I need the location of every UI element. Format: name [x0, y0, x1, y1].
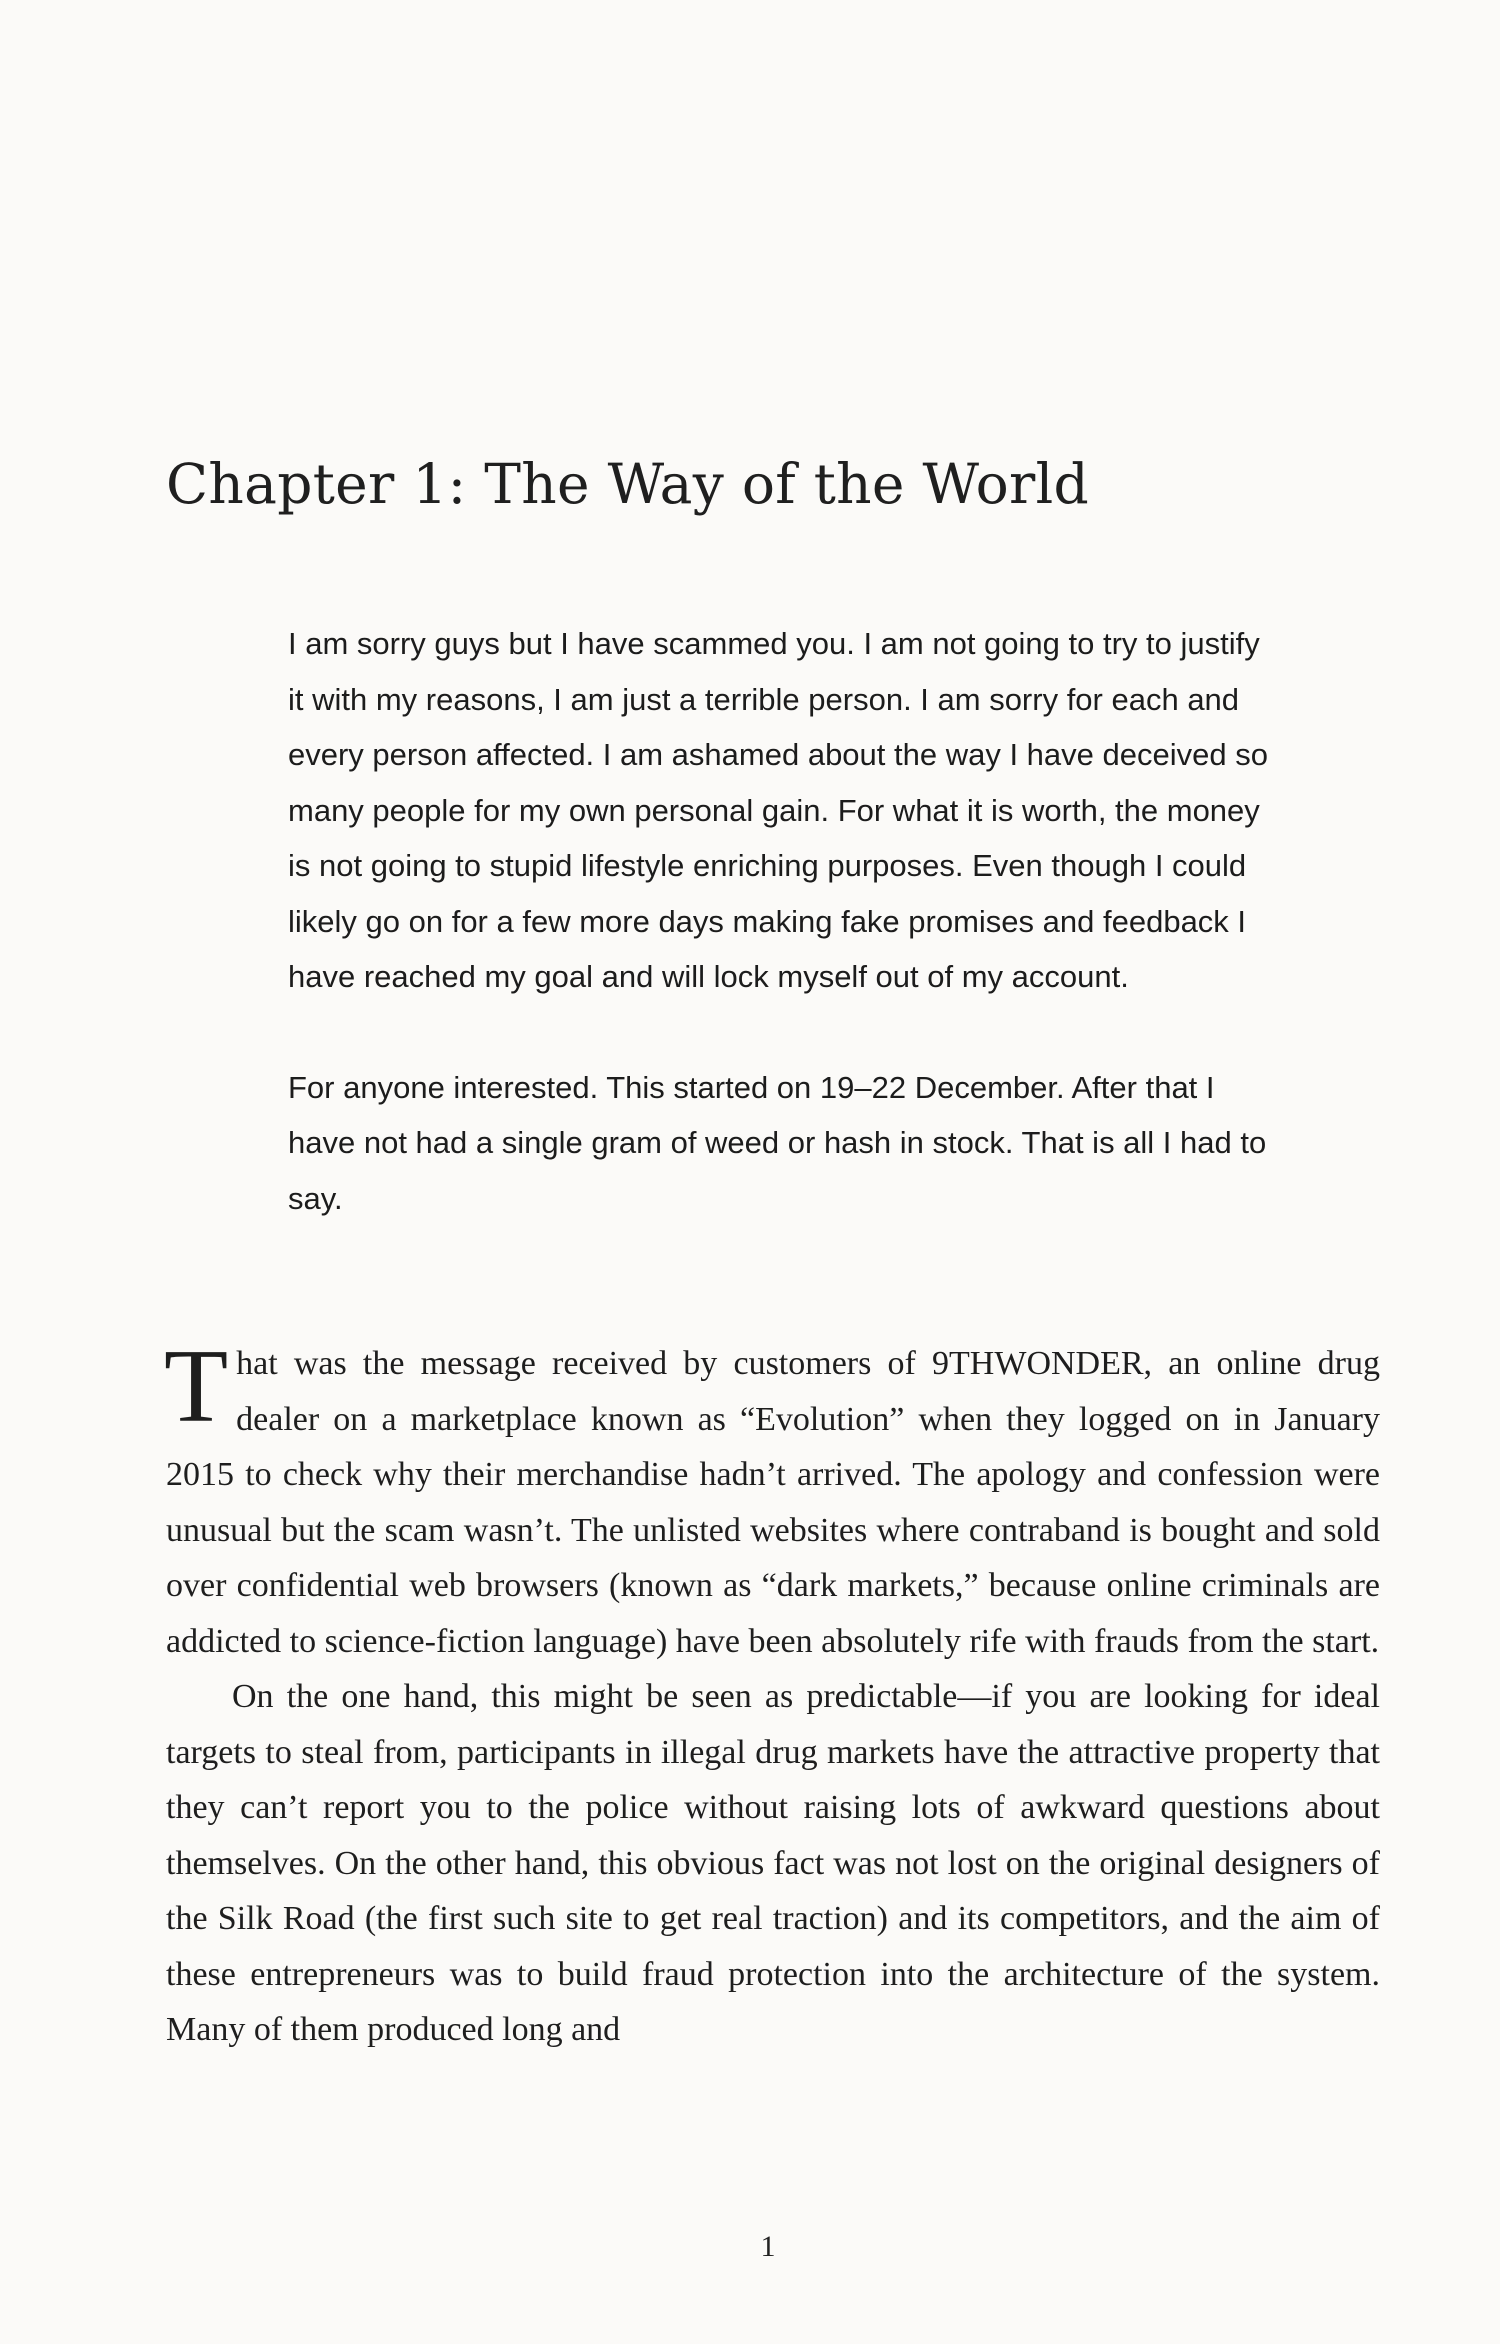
chapter-title: Chapter 1: The Way of the World	[166, 452, 1089, 516]
epigraph-paragraph: I am sorry guys but I have scammed you. I am not going to try to justify it with my reasons, I am just a terrible person. I am sorry for each and every person affected. I am ashamed about the way I have deceived so many people for my own personal gain. For what it is worth, the money is not going to stupid lifestyle enriching purposes. Even though I could likely go on for a few more days making fake promises and feedback I have reached my goal and will lock myself out of my account.	[288, 626, 1268, 994]
body-paragraph: On the one hand, this might be seen as predictable—if you are looking for ideal targets to steal from, participants in illegal drug markets have the attractive property that they can’t report you to the police without raising lots of awkward questions about themselves. On the other hand, this obvious fact was not lost on the original designers of the Silk Road (the first such site to get real traction) and its competitors, and the aim of these entrepreneurs was to build fraud protection into the architecture of the system. Many of them produced long and	[166, 1678, 1380, 2048]
body-paragraph	[164, 1327, 1380, 1669]
body-paragraph-text: hat was the message received by customers of 9THWONDER, an online drug dealer on a marketplace known as “Evolution” when they logged on in January 2015 to check why their merchandise hadn’t arrived. The apology and confession were unusual but the scam wasn’t. The unlisted websites where contraband is bought and sold over confidential web browsers (known as “dark markets,” because online criminals are addicted to science-fiction language) have been absolutely rife with frauds from the start.	[166, 1345, 1380, 1660]
epigraph-paragraph: For anyone interested. This started on 19–22 December. After that I have not had a single gram of weed or hash in stock. That is all I had to say.	[288, 1069, 1267, 1216]
body-text	[164, 1327, 1380, 2058]
drop-cap: T	[164, 1327, 229, 1444]
page-number: 1	[760, 2230, 776, 2263]
epigraph-quote	[288, 616, 1268, 1226]
